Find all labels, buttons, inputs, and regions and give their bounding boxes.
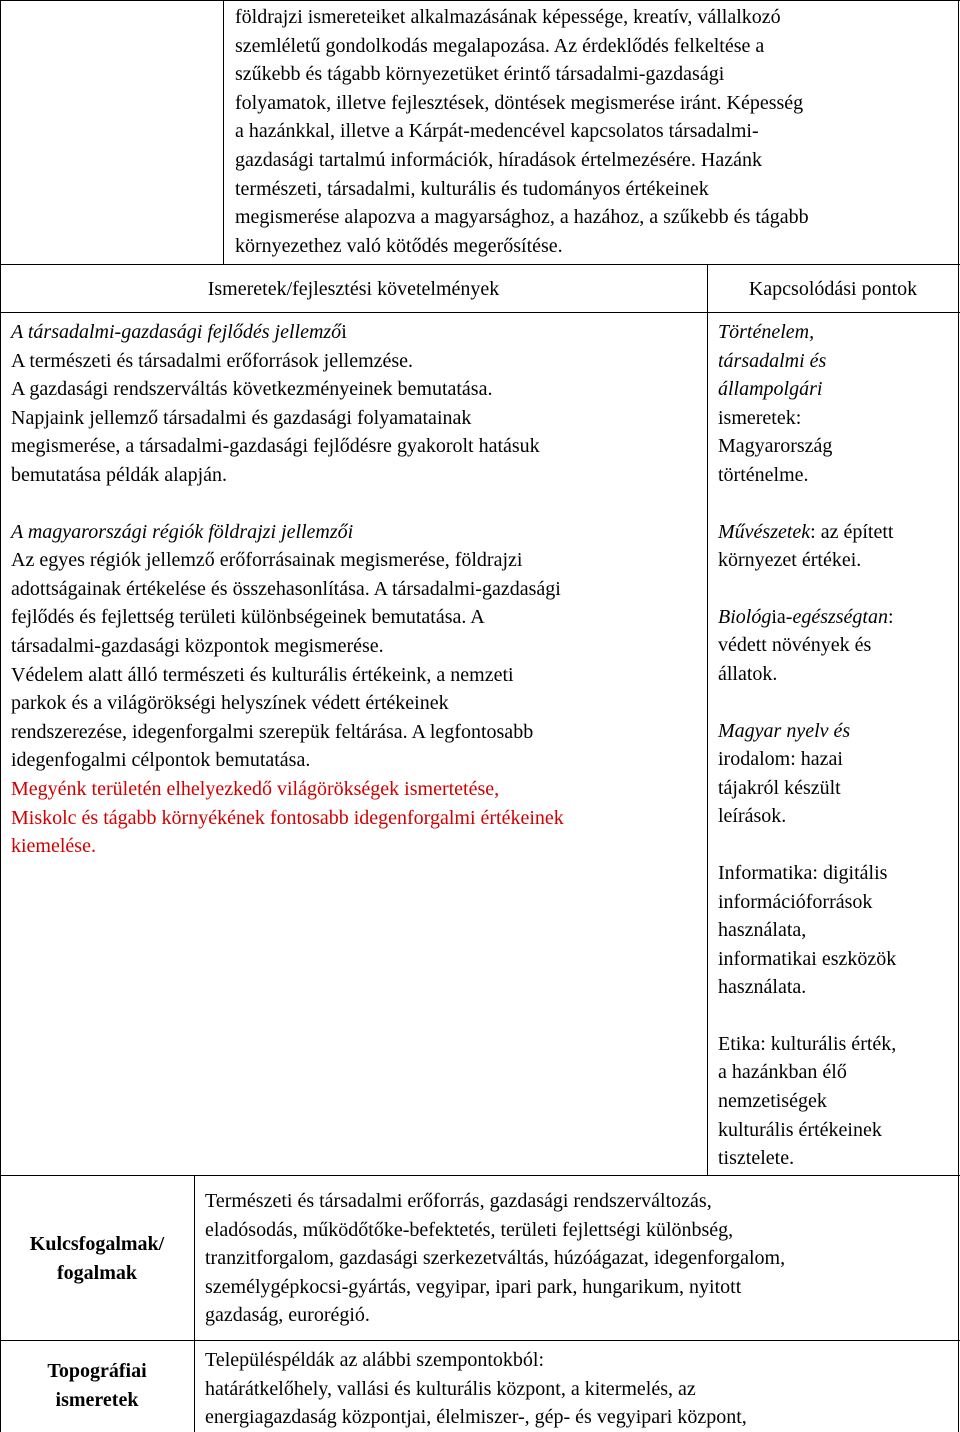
section1-line: A gazdasági rendszerváltás következményeinek bemutatása.: [11, 378, 493, 401]
literature-line: leírások.: [718, 805, 787, 828]
spacer: [718, 575, 954, 603]
topography-body: [205, 1346, 955, 1432]
section1-title: A társadalmi-gazdasági fejlődés jellemző: [11, 321, 342, 343]
section1-line: A természeti és társadalmi erőforrások jellemzése.: [11, 349, 414, 372]
literature-line: irodalom: hazai: [718, 748, 843, 771]
section2-line: adottságainak értékelése és összehasonlítása. A társadalmi-gazdasági: [11, 577, 561, 600]
biology-label: Biológ: [718, 605, 772, 628]
history-line: Magyarország: [718, 435, 833, 458]
connections-header: [708, 275, 958, 304]
it-line: használata.: [718, 976, 807, 999]
intro-line: földrajzi ismereteiket alkalmazásának képessége, kreatív, vállalkozó: [235, 6, 781, 28]
section2-line: rendszerezése, idegenforgalmi szerepük feltárása. A legfontosabb: [11, 720, 534, 743]
intro-line: folyamatok, illetve fejlesztések, döntések megismerése iránt. Képesség: [235, 91, 804, 114]
it-line: információforrások: [718, 890, 873, 913]
requirements-header: [0, 275, 707, 304]
arts-line: [718, 518, 954, 547]
section2-line: Az egyes régiók jellemző erőforrásainak megismerése, földrajzi: [11, 549, 523, 572]
arts-label: Művészetek: [718, 520, 811, 543]
arts-line: környezet értékei.: [718, 549, 862, 572]
local-emphasis-line: Miskolc és tágabb környékének fontosabb idegenforgalmi értékeinek: [11, 806, 564, 829]
literature-line: Magyar nyelv és: [718, 719, 851, 742]
section2-line: társadalmi-gazdasági központok megismerése.: [11, 634, 384, 657]
section2-line: parkok és a világörökségi helyszínek védett értékeinek: [11, 692, 449, 715]
keyconcepts-line: eladósodás, működőtőke-befektetés, területi fejlettségi különbség,: [205, 1218, 734, 1241]
ethics-line: kulturális értékeinek: [718, 1118, 882, 1141]
topography-label-line: Topográfiai: [47, 1360, 147, 1382]
spacer: [11, 490, 701, 518]
history-line: ismeretek:: [718, 406, 802, 429]
intro-bottom-rule: [0, 264, 960, 265]
topography-line: határátkelőhely, vallási és kulturális központ, a kitermelés, az: [205, 1377, 696, 1400]
biology-line: [718, 603, 954, 632]
it-line: használata,: [718, 919, 807, 942]
table-border-top: [0, 0, 960, 1]
section2-title: A magyarországi régiók földrajzi jellemzői: [11, 520, 354, 543]
spacer: [718, 689, 954, 717]
connections-body: [718, 318, 954, 1173]
ethics-line: a hazánkban élő: [718, 1061, 847, 1084]
section1-title-tail: i: [341, 321, 347, 343]
topography-line: Településpéldák az alábbi szempontokból:: [205, 1349, 545, 1371]
keyconcepts-label-line: fogalmak: [57, 1261, 137, 1284]
intro-line: a hazánkkal, illetve a Kárpát-medencével kapcsolatos társadalmi-: [235, 120, 759, 143]
literature-line: tájakról készült: [718, 776, 841, 799]
biology-label-2: -egészségtan: [785, 605, 888, 628]
section1-line: Napjaink jellemző társadalmi és gazdasági folyamatainak: [11, 406, 472, 429]
intro-left-divider: [223, 0, 224, 264]
arts-rest: : az épített: [810, 520, 894, 543]
content-bottom-rule: [0, 1175, 960, 1176]
header-bottom-rule: [0, 312, 960, 313]
intro-paragraph: [235, 3, 953, 260]
it-line: informatikai eszközök: [718, 947, 897, 970]
label-column-divider: [194, 1175, 195, 1432]
requirements-header-text: Ismeretek/fejlesztési követelmények: [207, 278, 500, 300]
history-line: társadalmi és: [718, 349, 827, 372]
spacer: [718, 1002, 954, 1030]
intro-line: szemléletű gondolkodás megalapozása. Az érdeklődés felkeltése a: [235, 34, 765, 57]
section1-line: megismerése, a társadalmi-gazdasági fejlődésre gyakorolt hatásuk: [11, 435, 540, 458]
biology-line: védett növények és: [718, 634, 872, 657]
section-title: [11, 318, 701, 347]
section2-line: Védelem alatt álló természeti és kulturális értékeink, a nemzeti: [11, 663, 514, 686]
intro-line: környezethez való kötődés megerősítése.: [235, 234, 563, 257]
history-line: Történelem,: [718, 321, 815, 343]
intro-line: természeti, társadalmi, kulturális és tudományos értékeinek: [235, 177, 709, 200]
keyconcepts-line: személygépkocsi-gyártás, vegyipar, ipari park, hungarikum, nyitott: [205, 1275, 742, 1298]
intro-line: gazdasági tartalmú információk, híradások értelmezésére. Hazánk: [235, 148, 762, 171]
history-line: történelme.: [718, 463, 809, 486]
intro-line: megismerése alapozva a magyarsághoz, a hazához, a szűkebb és tágabb: [235, 206, 809, 229]
it-line: Informatika: digitális: [718, 861, 888, 884]
topography-label-line: ismeretek: [55, 1388, 139, 1411]
columns-divider: [707, 264, 708, 1175]
keyconcepts-line: gazdaság, eurorégió.: [205, 1304, 370, 1327]
keyconcepts-label-line: Kulcsfogalmak/: [29, 1233, 165, 1255]
intro-line: szűkebb és tágabb környezetüket érintő társadalmi-gazdasági: [235, 63, 725, 86]
biology-rest: :: [887, 605, 894, 628]
requirements-body: [11, 318, 701, 861]
ethics-line: Etika: kulturális érték,: [718, 1032, 897, 1055]
keyconcepts-line: tranzitforgalom, gazdasági szerkezetváltás, húzóágazat, idegenforgalom,: [205, 1247, 786, 1270]
keyconcepts-line: Természeti és társadalmi erőforrás, gazdasági rendszerváltozás,: [205, 1190, 712, 1212]
spacer: [718, 831, 954, 859]
local-emphasis-line: kiemelése.: [11, 835, 96, 858]
section2-line: fejlődés és fejlettség területi különbségeinek bemutatása. A: [11, 606, 485, 629]
local-emphasis-line: Megyénk területén elhelyezkedő világörökségek ismertetése,: [11, 777, 500, 800]
keyconcepts-bottom-rule: [0, 1340, 960, 1341]
ethics-line: nemzetiségek: [718, 1090, 827, 1113]
table-border-left: [0, 0, 1, 1432]
table-border-right: [958, 0, 959, 1432]
history-line: állampolgári: [718, 378, 823, 401]
keyconcepts-label: [0, 1230, 194, 1287]
keyconcepts-body: [205, 1187, 955, 1330]
ethics-line: tisztelete.: [718, 1147, 795, 1170]
spacer: [718, 490, 954, 518]
biology-line: állatok.: [718, 662, 778, 685]
section1-line: bemutatása példák alapján.: [11, 463, 228, 486]
connections-header-text: Kapcsolódási pontok: [748, 278, 918, 300]
topography-label: [0, 1357, 194, 1414]
topography-line: energiagazdaság központjai, élelmiszer-, gép- és vegyipari központ,: [205, 1406, 747, 1429]
section2-line: idegenfogalmi célpontok bemutatása.: [11, 749, 311, 772]
biology-mid: ia: [771, 605, 786, 628]
